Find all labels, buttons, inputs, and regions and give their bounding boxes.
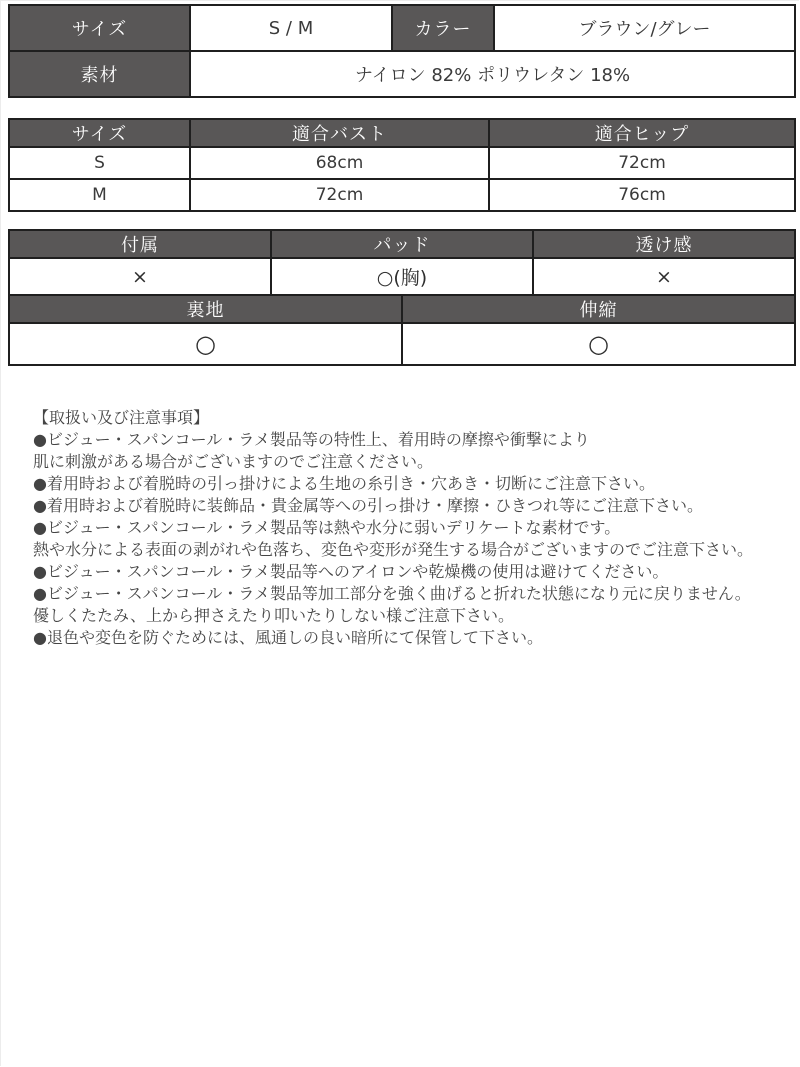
- accessory-value: ×: [9, 258, 271, 295]
- meas-s-label: S: [9, 147, 190, 179]
- stretch-header: 伸縮: [402, 295, 795, 323]
- note-line: ●ビジュー・スパンコール・ラメ製品等の特性上、着用時の摩擦や衝撃により: [33, 430, 590, 449]
- sheerness-value: ×: [533, 258, 795, 295]
- meas-hip-header: 適合ヒップ: [489, 119, 795, 147]
- note-line: ●ビジュー・スパンコール・ラメ製品等加工部分を強く曲げると折れた状態になり元に戻りません。: [33, 584, 751, 603]
- spec-table: [8, 4, 796, 98]
- features-table: [8, 229, 796, 366]
- table-row: [9, 323, 795, 365]
- table-row: [9, 147, 795, 179]
- meas-m-bust: 72cm: [190, 179, 489, 211]
- pad-header: パッド: [271, 230, 533, 258]
- size-value-cell: S / M: [190, 5, 392, 51]
- size-header-cell: サイズ: [9, 5, 190, 51]
- sheerness-header: 透け感: [533, 230, 795, 258]
- note-line: ●着用時および着脱時の引っ掛けによる生地の糸引き・穴あき・切断にご注意下さい。: [33, 474, 655, 493]
- note-line: ●ビジュー・スパンコール・ラメ製品等は熱や水分に弱いデリケートな素材です。: [33, 518, 621, 537]
- meas-m-label: M: [9, 179, 190, 211]
- note-line: 優しくたたみ、上から押さえたり叩いたりしない様ご注意下さい。: [33, 606, 514, 625]
- note-line: ●着用時および着脱時に装飾品・貴金属等への引っ掛け・摩擦・ひきつれ等にご注意下さい。: [33, 496, 703, 515]
- meas-bust-header: 適合バスト: [190, 119, 489, 147]
- accessory-header: 付属: [9, 230, 271, 258]
- stretch-value: ○: [402, 323, 795, 365]
- note-line: ●退色や変色を防ぐためには、風通しの良い暗所にて保管して下さい。: [33, 628, 543, 647]
- meas-m-hip: 76cm: [489, 179, 795, 211]
- note-line: ●ビジュー・スパンコール・ラメ製品等へのアイロンや乾燥機の使用は避けてください。: [33, 562, 669, 581]
- handling-notes: [33, 407, 793, 649]
- measurements-table: [8, 118, 796, 212]
- color-value-cell: ブラウン/グレー: [494, 5, 795, 51]
- meas-size-header: サイズ: [9, 119, 190, 147]
- pad-value: ○(胸): [271, 258, 533, 295]
- notes-title: 【取扱い及び注意事項】: [33, 408, 210, 427]
- lining-value: ○: [9, 323, 402, 365]
- lining-header: 裏地: [9, 295, 402, 323]
- meas-s-bust: 68cm: [190, 147, 489, 179]
- table-row: [9, 179, 795, 211]
- note-line: 熱や水分による表面の剥がれや色落ち、変色や変形が発生する場合がございますのでご注意下さい。: [33, 540, 754, 559]
- table-row: [9, 258, 795, 295]
- meas-s-hip: 72cm: [489, 147, 795, 179]
- color-header-cell: カラー: [392, 5, 494, 51]
- material-value-cell: ナイロン 82% ポリウレタン 18%: [190, 51, 795, 97]
- material-header-cell: 素材: [9, 51, 190, 97]
- note-line: 肌に刺激がある場合がございますのでご注意ください。: [33, 452, 434, 471]
